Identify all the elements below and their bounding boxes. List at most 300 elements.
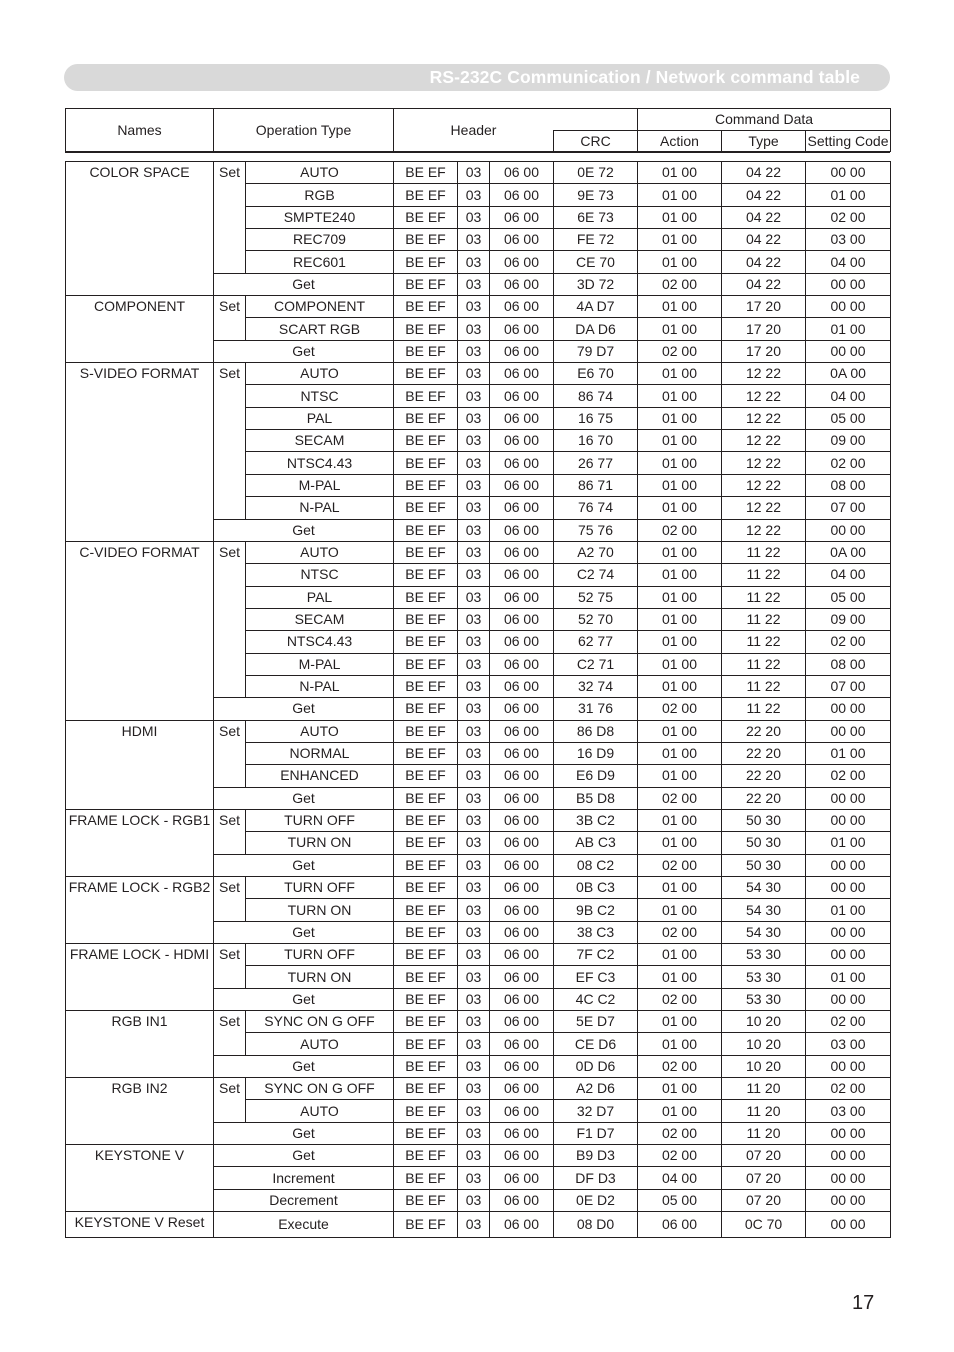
- type-value: 10 20: [722, 1033, 806, 1055]
- operation-type: Get: [214, 519, 394, 541]
- table-row: [66, 944, 891, 966]
- header-bytes-2: 03: [458, 966, 490, 988]
- crc-value: 0E D2: [554, 1189, 638, 1211]
- crc-value: 08 D0: [554, 1212, 638, 1237]
- header-bytes-2: 03: [458, 519, 490, 541]
- type-value: 04 22: [722, 206, 806, 228]
- table-row: [66, 1078, 891, 1100]
- header-bytes-2: 03: [458, 854, 490, 876]
- crc-value: 4A D7: [554, 296, 638, 318]
- header-bytes-3: 06 00: [490, 653, 554, 675]
- setting-code-value: 00 00: [806, 1055, 891, 1077]
- operation-type: Increment: [214, 1167, 394, 1189]
- table-row: [66, 1212, 891, 1237]
- setting-code-value: 04 00: [806, 564, 891, 586]
- operation-set: Set: [214, 944, 246, 989]
- setting-code-value: 00 00: [806, 698, 891, 720]
- action-value: 01 00: [638, 1011, 722, 1033]
- operation-parameter: N-PAL: [246, 497, 394, 519]
- action-value: 01 00: [638, 541, 722, 563]
- header-bytes-1: BE EF: [394, 273, 458, 295]
- crc-value: 86 71: [554, 474, 638, 496]
- header-bytes-3: 06 00: [490, 877, 554, 899]
- setting-code-value: 08 00: [806, 653, 891, 675]
- header-bytes-3: 06 00: [490, 340, 554, 362]
- type-value: 07 20: [722, 1189, 806, 1211]
- header-bytes-2: 03: [458, 564, 490, 586]
- action-value: 02 00: [638, 988, 722, 1010]
- action-value: 01 00: [638, 296, 722, 318]
- header-crc: CRC: [554, 130, 638, 152]
- command-name: FRAME LOCK - HDMI: [66, 944, 214, 1011]
- action-value: 04 00: [638, 1167, 722, 1189]
- operation-parameter: AUTO: [246, 363, 394, 385]
- header-command-data: Command Data: [638, 109, 891, 131]
- table-row: [66, 541, 891, 563]
- table-row: [66, 1011, 891, 1033]
- header-bytes-2: 03: [458, 899, 490, 921]
- table-row: [66, 162, 891, 184]
- type-value: 04 22: [722, 184, 806, 206]
- operation-type: Get: [214, 787, 394, 809]
- type-value: 12 22: [722, 519, 806, 541]
- setting-code-value: 01 00: [806, 184, 891, 206]
- header-bytes-2: 03: [458, 1122, 490, 1144]
- action-value: 01 00: [638, 430, 722, 452]
- type-value: 11 22: [722, 675, 806, 697]
- header-operation-type: Operation Type: [214, 109, 394, 152]
- action-value: 01 00: [638, 832, 722, 854]
- action-value: 01 00: [638, 765, 722, 787]
- setting-code-value: 01 00: [806, 742, 891, 764]
- command-name: FRAME LOCK - RGB2: [66, 877, 214, 944]
- header-bytes-2: 03: [458, 944, 490, 966]
- header-bytes-3: 06 00: [490, 809, 554, 831]
- operation-parameter: PAL: [246, 407, 394, 429]
- setting-code-value: 07 00: [806, 497, 891, 519]
- type-value: 04 22: [722, 251, 806, 273]
- header-bytes-1: BE EF: [394, 296, 458, 318]
- setting-code-value: 02 00: [806, 765, 891, 787]
- header-bytes-2: 03: [458, 877, 490, 899]
- header-bytes-3: 06 00: [490, 273, 554, 295]
- header-bytes-3: 06 00: [490, 787, 554, 809]
- header-bytes-2: 03: [458, 273, 490, 295]
- crc-value: 79 D7: [554, 340, 638, 362]
- operation-type: Get: [214, 1055, 394, 1077]
- crc-value: C2 74: [554, 564, 638, 586]
- crc-value: 16 70: [554, 430, 638, 452]
- header-bytes-3: 06 00: [490, 363, 554, 385]
- operation-set: Set: [214, 363, 246, 519]
- action-value: 02 00: [638, 1122, 722, 1144]
- action-value: 01 00: [638, 653, 722, 675]
- operation-parameter: NTSC: [246, 385, 394, 407]
- crc-value: A2 70: [554, 541, 638, 563]
- header-bytes-2: 03: [458, 1078, 490, 1100]
- operation-type: Execute: [214, 1212, 394, 1237]
- setting-code-value: 00 00: [806, 1212, 891, 1237]
- operation-set: Set: [214, 541, 246, 697]
- type-value: 54 30: [722, 921, 806, 943]
- header-bytes-1: BE EF: [394, 184, 458, 206]
- header-bytes-1: BE EF: [394, 854, 458, 876]
- operation-type: Get: [214, 340, 394, 362]
- command-name: RGB IN1: [66, 1011, 214, 1078]
- setting-code-value: 00 00: [806, 854, 891, 876]
- page-title: RS-232C Communication / Network command table: [429, 67, 860, 87]
- action-value: 01 00: [638, 742, 722, 764]
- header-bytes-1: BE EF: [394, 675, 458, 697]
- header-bytes-2: 03: [458, 698, 490, 720]
- header-bytes-1: BE EF: [394, 363, 458, 385]
- type-value: 10 20: [722, 1055, 806, 1077]
- crc-value: 26 77: [554, 452, 638, 474]
- type-value: 54 30: [722, 877, 806, 899]
- header-bytes-3: 06 00: [490, 519, 554, 541]
- header-bytes-3: 06 00: [490, 430, 554, 452]
- header-bytes-3: 06 00: [490, 385, 554, 407]
- header-bytes-3: 06 00: [490, 1033, 554, 1055]
- action-value: 01 00: [638, 675, 722, 697]
- crc-value: 62 77: [554, 631, 638, 653]
- header-bytes-2: 03: [458, 407, 490, 429]
- header-bytes-1: BE EF: [394, 1189, 458, 1211]
- crc-value: DF D3: [554, 1167, 638, 1189]
- table-header: [65, 108, 891, 152]
- header-bytes-2: 03: [458, 765, 490, 787]
- operation-set: Set: [214, 1011, 246, 1056]
- action-value: 01 00: [638, 497, 722, 519]
- header-bytes-1: BE EF: [394, 1055, 458, 1077]
- command-name: C-VIDEO FORMAT: [66, 541, 214, 720]
- operation-type: Get: [214, 921, 394, 943]
- action-value: 01 00: [638, 363, 722, 385]
- header-bytes-2: 03: [458, 1212, 490, 1237]
- operation-type: Get: [214, 698, 394, 720]
- crc-value: CE D6: [554, 1033, 638, 1055]
- header-bytes-2: 03: [458, 206, 490, 228]
- type-value: 11 22: [722, 586, 806, 608]
- header-bytes-2: 03: [458, 162, 490, 184]
- header-bytes-3: 06 00: [490, 832, 554, 854]
- crc-value: 6E 73: [554, 206, 638, 228]
- crc-value: 32 74: [554, 675, 638, 697]
- type-value: 54 30: [722, 899, 806, 921]
- setting-code-value: 00 00: [806, 162, 891, 184]
- header-bytes-3: 06 00: [490, 229, 554, 251]
- header-bytes-1: BE EF: [394, 1100, 458, 1122]
- header-bytes-3: 06 00: [490, 184, 554, 206]
- header-bytes-1: BE EF: [394, 631, 458, 653]
- operation-parameter: AUTO: [246, 1100, 394, 1122]
- header-bytes-2: 03: [458, 340, 490, 362]
- header-bytes-3: 06 00: [490, 162, 554, 184]
- header-bytes-2: 03: [458, 1145, 490, 1167]
- action-value: 01 00: [638, 407, 722, 429]
- operation-type: Decrement: [214, 1189, 394, 1211]
- setting-code-value: 00 00: [806, 877, 891, 899]
- header-bytes-3: 06 00: [490, 765, 554, 787]
- header-bytes-1: BE EF: [394, 720, 458, 742]
- action-value: 01 00: [638, 318, 722, 340]
- header-bytes-3: 06 00: [490, 1122, 554, 1144]
- setting-code-value: 00 00: [806, 944, 891, 966]
- setting-code-value: 00 00: [806, 1189, 891, 1211]
- action-value: 01 00: [638, 586, 722, 608]
- setting-code-value: 03 00: [806, 229, 891, 251]
- header-bytes-1: BE EF: [394, 944, 458, 966]
- header-bytes-1: BE EF: [394, 206, 458, 228]
- header-bytes-1: BE EF: [394, 407, 458, 429]
- setting-code-value: 00 00: [806, 273, 891, 295]
- type-value: 12 22: [722, 474, 806, 496]
- type-value: 50 30: [722, 809, 806, 831]
- crc-value: C2 71: [554, 653, 638, 675]
- header-bytes-3: 06 00: [490, 1100, 554, 1122]
- crc-value: B9 D3: [554, 1145, 638, 1167]
- header-bytes-1: BE EF: [394, 608, 458, 630]
- header-bytes-1: BE EF: [394, 564, 458, 586]
- command-name: FRAME LOCK - RGB1: [66, 809, 214, 876]
- type-value: 11 22: [722, 631, 806, 653]
- operation-parameter: RGB: [246, 184, 394, 206]
- type-value: 04 22: [722, 229, 806, 251]
- header-bytes-3: 06 00: [490, 720, 554, 742]
- header-bytes-1: BE EF: [394, 1011, 458, 1033]
- header-bytes-1: BE EF: [394, 519, 458, 541]
- crc-value: 52 70: [554, 608, 638, 630]
- action-value: 01 00: [638, 1078, 722, 1100]
- header-bytes-1: BE EF: [394, 318, 458, 340]
- header-bytes-1: BE EF: [394, 1212, 458, 1237]
- setting-code-value: 05 00: [806, 586, 891, 608]
- action-value: 01 00: [638, 564, 722, 586]
- type-value: 22 20: [722, 787, 806, 809]
- header-bytes-1: BE EF: [394, 832, 458, 854]
- action-value: 01 00: [638, 944, 722, 966]
- type-value: 22 20: [722, 720, 806, 742]
- header-bytes-1: BE EF: [394, 653, 458, 675]
- setting-code-value: 03 00: [806, 1033, 891, 1055]
- type-value: 11 22: [722, 564, 806, 586]
- action-value: 05 00: [638, 1189, 722, 1211]
- crc-value: 3B C2: [554, 809, 638, 831]
- header-bytes-3: 06 00: [490, 251, 554, 273]
- header-bytes-2: 03: [458, 675, 490, 697]
- setting-code-value: 00 00: [806, 988, 891, 1010]
- type-value: 12 22: [722, 363, 806, 385]
- crc-value: 08 C2: [554, 854, 638, 876]
- operation-parameter: SCART RGB: [246, 318, 394, 340]
- command-table: [65, 161, 891, 1238]
- operation-parameter: NTSC4.43: [246, 631, 394, 653]
- header-bytes-1: BE EF: [394, 765, 458, 787]
- header-bytes-2: 03: [458, 1167, 490, 1189]
- action-value: 01 00: [638, 385, 722, 407]
- type-value: 12 22: [722, 497, 806, 519]
- crc-value: CE 70: [554, 251, 638, 273]
- action-value: 01 00: [638, 720, 722, 742]
- type-value: 11 20: [722, 1122, 806, 1144]
- operation-parameter: TURN OFF: [246, 944, 394, 966]
- header-bytes-2: 03: [458, 229, 490, 251]
- header-bytes-2: 03: [458, 1033, 490, 1055]
- header-bytes-3: 06 00: [490, 1011, 554, 1033]
- setting-code-value: 00 00: [806, 1122, 891, 1144]
- header-bytes-3: 06 00: [490, 474, 554, 496]
- header-bytes-2: 03: [458, 809, 490, 831]
- header-bytes-2: 03: [458, 1011, 490, 1033]
- action-value: 02 00: [638, 519, 722, 541]
- action-value: 01 00: [638, 809, 722, 831]
- setting-code-value: 00 00: [806, 340, 891, 362]
- crc-value: 16 D9: [554, 742, 638, 764]
- header-action: Action: [638, 130, 722, 152]
- command-name: RGB IN2: [66, 1078, 214, 1145]
- header-bytes-2: 03: [458, 430, 490, 452]
- operation-parameter: REC709: [246, 229, 394, 251]
- type-value: 07 20: [722, 1167, 806, 1189]
- setting-code-value: 02 00: [806, 206, 891, 228]
- crc-value: DA D6: [554, 318, 638, 340]
- operation-parameter: AUTO: [246, 720, 394, 742]
- type-value: 11 20: [722, 1100, 806, 1122]
- setting-code-value: 00 00: [806, 519, 891, 541]
- operation-parameter: SYNC ON G OFF: [246, 1011, 394, 1033]
- crc-value: 86 D8: [554, 720, 638, 742]
- header-bytes-2: 03: [458, 296, 490, 318]
- header-bytes-1: BE EF: [394, 742, 458, 764]
- operation-type: Get: [214, 1122, 394, 1144]
- type-value: 17 20: [722, 318, 806, 340]
- header-bytes-1: BE EF: [394, 586, 458, 608]
- header-bytes-1: BE EF: [394, 340, 458, 362]
- setting-code-value: 00 00: [806, 921, 891, 943]
- header-bytes-2: 03: [458, 787, 490, 809]
- operation-parameter: TURN ON: [246, 966, 394, 988]
- header-bytes-3: 06 00: [490, 698, 554, 720]
- setting-code-value: 01 00: [806, 832, 891, 854]
- header-bytes-3: 06 00: [490, 1078, 554, 1100]
- crc-value: FE 72: [554, 229, 638, 251]
- header-bytes-1: BE EF: [394, 698, 458, 720]
- setting-code-value: 00 00: [806, 787, 891, 809]
- header-bytes-3: 06 00: [490, 206, 554, 228]
- action-value: 02 00: [638, 340, 722, 362]
- title-bar: [64, 64, 890, 91]
- type-value: 11 22: [722, 698, 806, 720]
- header-setting-code: Setting Code: [806, 130, 891, 152]
- header-bytes-1: BE EF: [394, 385, 458, 407]
- type-value: 12 22: [722, 452, 806, 474]
- operation-type: Get: [214, 854, 394, 876]
- operation-type: Get: [214, 273, 394, 295]
- header-bytes-3: 06 00: [490, 966, 554, 988]
- action-value: 01 00: [638, 608, 722, 630]
- header-bytes-1: BE EF: [394, 1078, 458, 1100]
- type-value: 22 20: [722, 765, 806, 787]
- setting-code-value: 09 00: [806, 430, 891, 452]
- header-bytes-1: BE EF: [394, 1167, 458, 1189]
- crc-value: EF C3: [554, 966, 638, 988]
- type-value: 11 22: [722, 653, 806, 675]
- header-bytes-3: 06 00: [490, 944, 554, 966]
- header-bytes-3: 06 00: [490, 1055, 554, 1077]
- type-value: 11 22: [722, 608, 806, 630]
- type-value: 53 30: [722, 944, 806, 966]
- setting-code-value: 04 00: [806, 251, 891, 273]
- command-name: KEYSTONE V: [66, 1145, 214, 1212]
- header-bytes-2: 03: [458, 1100, 490, 1122]
- operation-parameter: PAL: [246, 586, 394, 608]
- header-bytes-3: 06 00: [490, 296, 554, 318]
- header-bytes-3: 06 00: [490, 742, 554, 764]
- table-row: [66, 296, 891, 318]
- action-value: 01 00: [638, 206, 722, 228]
- header-bytes-1: BE EF: [394, 430, 458, 452]
- setting-code-value: 00 00: [806, 1167, 891, 1189]
- operation-parameter: TURN OFF: [246, 809, 394, 831]
- operation-parameter: M-PAL: [246, 474, 394, 496]
- header-bytes-3: 06 00: [490, 899, 554, 921]
- header-bytes-3: 06 00: [490, 497, 554, 519]
- type-value: 12 22: [722, 407, 806, 429]
- page-number: 17: [852, 1292, 875, 1314]
- header-bytes-2: 03: [458, 1189, 490, 1211]
- action-value: 01 00: [638, 452, 722, 474]
- header-bytes-2: 03: [458, 988, 490, 1010]
- header-type: Type: [722, 130, 806, 152]
- header-bytes-2: 03: [458, 385, 490, 407]
- crc-value: 0B C3: [554, 877, 638, 899]
- header-names: Names: [66, 109, 214, 152]
- action-value: 01 00: [638, 162, 722, 184]
- header-bytes-2: 03: [458, 497, 490, 519]
- type-value: 53 30: [722, 988, 806, 1010]
- header-bytes-1: BE EF: [394, 1145, 458, 1167]
- header-bytes-1: BE EF: [394, 162, 458, 184]
- header-bytes-2: 03: [458, 832, 490, 854]
- header-bytes-1: BE EF: [394, 1122, 458, 1144]
- setting-code-value: 01 00: [806, 966, 891, 988]
- crc-value: 16 75: [554, 407, 638, 429]
- header-bytes-2: 03: [458, 474, 490, 496]
- header-bytes-3: 06 00: [490, 541, 554, 563]
- header-bytes-3: 06 00: [490, 1189, 554, 1211]
- operation-parameter: NTSC4.43: [246, 452, 394, 474]
- header-bytes-3: 06 00: [490, 1212, 554, 1237]
- setting-code-value: 04 00: [806, 385, 891, 407]
- crc-value: E6 70: [554, 363, 638, 385]
- type-value: 53 30: [722, 966, 806, 988]
- crc-value: 0D D6: [554, 1055, 638, 1077]
- header-bytes-2: 03: [458, 363, 490, 385]
- setting-code-value: 07 00: [806, 675, 891, 697]
- setting-code-value: 02 00: [806, 631, 891, 653]
- operation-parameter: AUTO: [246, 1033, 394, 1055]
- command-name: COMPONENT: [66, 296, 214, 363]
- crc-value: AB C3: [554, 832, 638, 854]
- type-value: 11 22: [722, 541, 806, 563]
- action-value: 02 00: [638, 698, 722, 720]
- crc-value: 38 C3: [554, 921, 638, 943]
- header-bytes-3: 06 00: [490, 407, 554, 429]
- crc-value: 9B C2: [554, 899, 638, 921]
- table-row: [66, 809, 891, 831]
- header-bytes-1: BE EF: [394, 1033, 458, 1055]
- operation-parameter: SYNC ON G OFF: [246, 1078, 394, 1100]
